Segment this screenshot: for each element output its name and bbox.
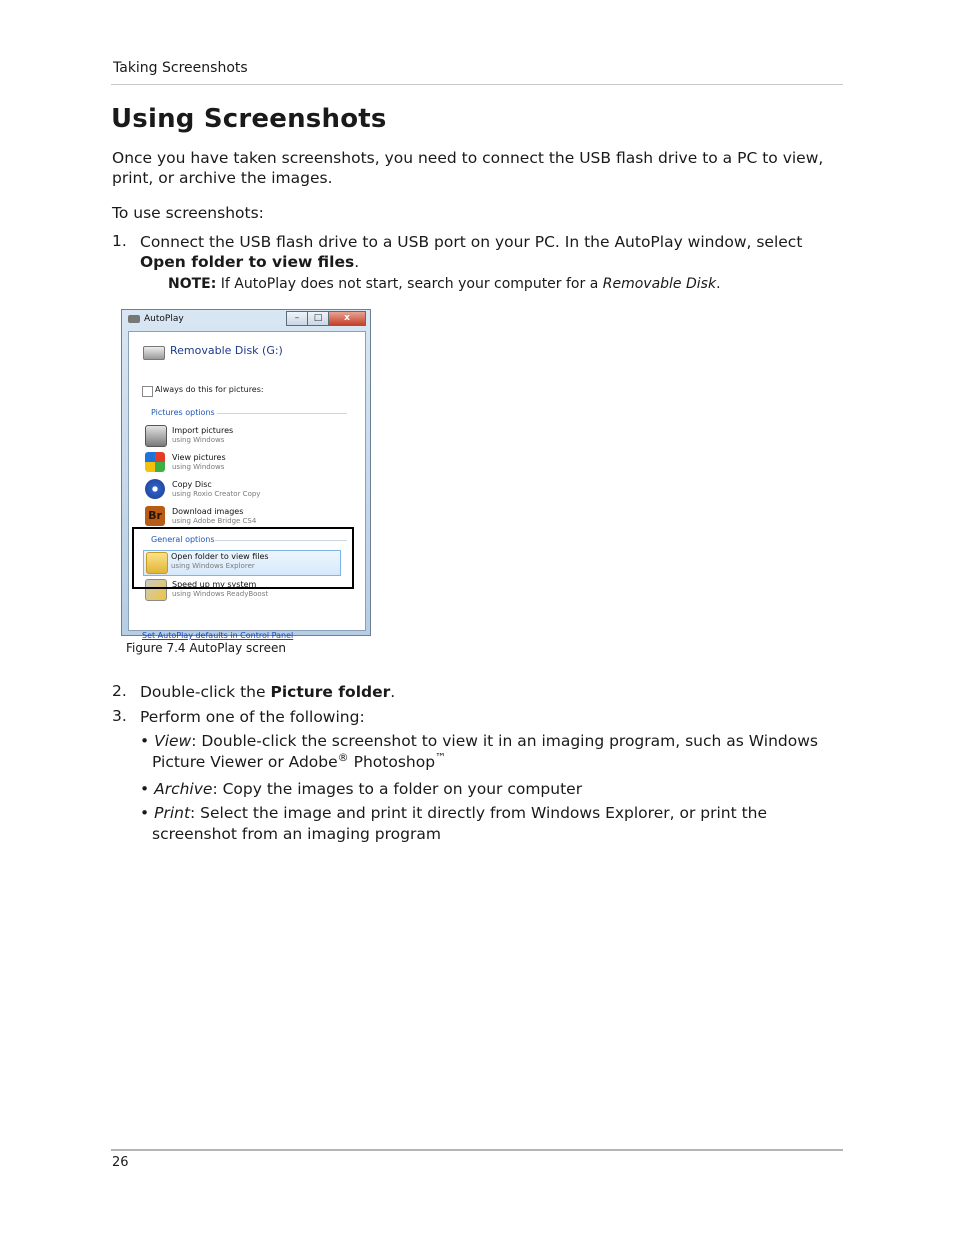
option-title: Speed up my system bbox=[172, 580, 257, 589]
disc-icon bbox=[145, 479, 165, 499]
window-controls bbox=[287, 311, 366, 326]
close-button[interactable]: x bbox=[328, 311, 366, 326]
step-2: Double-click the Picture folder. bbox=[140, 683, 396, 701]
pictures-options-label: Pictures options bbox=[151, 408, 215, 417]
option-subtitle: using Roxio Creator Copy bbox=[172, 490, 261, 498]
header-rule bbox=[111, 84, 843, 85]
option-title: Copy Disc bbox=[172, 480, 212, 489]
figure-caption: Figure 7.4 AutoPlay screen bbox=[126, 641, 286, 655]
option-title: Import pictures bbox=[172, 426, 234, 435]
footer-rule bbox=[111, 1149, 843, 1151]
removable-disk-icon bbox=[143, 346, 165, 360]
page-title: Using Screenshots bbox=[111, 104, 387, 134]
option-title: Download images bbox=[172, 507, 244, 516]
autoplay-defaults-link[interactable]: Set AutoPlay defaults in Control Panel bbox=[142, 631, 294, 640]
bullet-archive: • Archive: Copy the images to a folder on your computer bbox=[140, 780, 583, 798]
option-import-pictures[interactable] bbox=[145, 425, 345, 449]
group-divider bbox=[217, 413, 347, 414]
option-subtitle: using Windows ReadyBoost bbox=[172, 590, 269, 598]
option-subtitle: using Windows bbox=[172, 436, 225, 444]
windows-icon bbox=[145, 452, 165, 472]
step-number: 1. bbox=[112, 232, 127, 250]
app-icon bbox=[128, 315, 140, 323]
always-do-checkbox[interactable] bbox=[142, 386, 153, 397]
step-number: 3. bbox=[112, 707, 127, 725]
option-subtitle: using Windows bbox=[172, 463, 225, 471]
bullet-print: • Print: Select the image and print it directly from Windows Explorer, or print the screenshot from an imaging program bbox=[140, 804, 768, 843]
option-title: Open folder to view files bbox=[171, 552, 269, 561]
page-number: 26 bbox=[112, 1155, 129, 1170]
highlight-box bbox=[132, 527, 354, 589]
maximize-button[interactable]: □ bbox=[307, 311, 329, 326]
bullet-view: • View: Double-click the screenshot to view it in an imaging program, such as Windows Picture Viewer or Adobe® Photoshop™ bbox=[140, 732, 818, 771]
camera-icon bbox=[145, 425, 167, 447]
step-3: Perform one of the following: bbox=[140, 708, 365, 726]
option-subtitle: using Adobe Bridge CS4 bbox=[172, 517, 257, 525]
bridge-icon: Br bbox=[145, 506, 165, 526]
checkbox-label: Always do this for pictures: bbox=[155, 385, 264, 394]
step-1: Connect the USB flash drive to a USB port on your PC. In the AutoPlay window, select Open folder to view files. bbox=[140, 233, 803, 271]
option-view-pictures[interactable] bbox=[145, 452, 345, 476]
running-header: Taking Screenshots bbox=[113, 60, 248, 76]
note: NOTE: If AutoPlay does not start, search your computer for a Removable Disk. bbox=[168, 276, 721, 292]
option-subtitle: using Windows Explorer bbox=[171, 562, 255, 570]
option-title: View pictures bbox=[172, 453, 226, 462]
option-copy-disc[interactable] bbox=[145, 479, 345, 503]
intro-paragraph: Once you have taken screenshots, you need to connect the USB flash drive to a PC to view, print, or archive the images. bbox=[112, 149, 824, 187]
drive-label: Removable Disk (G:) bbox=[170, 344, 283, 357]
minimize-button[interactable]: – bbox=[286, 311, 308, 326]
general-options-label: General options bbox=[151, 535, 215, 544]
lead-paragraph: To use screenshots: bbox=[112, 204, 264, 222]
step-number: 2. bbox=[112, 682, 127, 700]
window-title: AutoPlay bbox=[144, 314, 184, 324]
